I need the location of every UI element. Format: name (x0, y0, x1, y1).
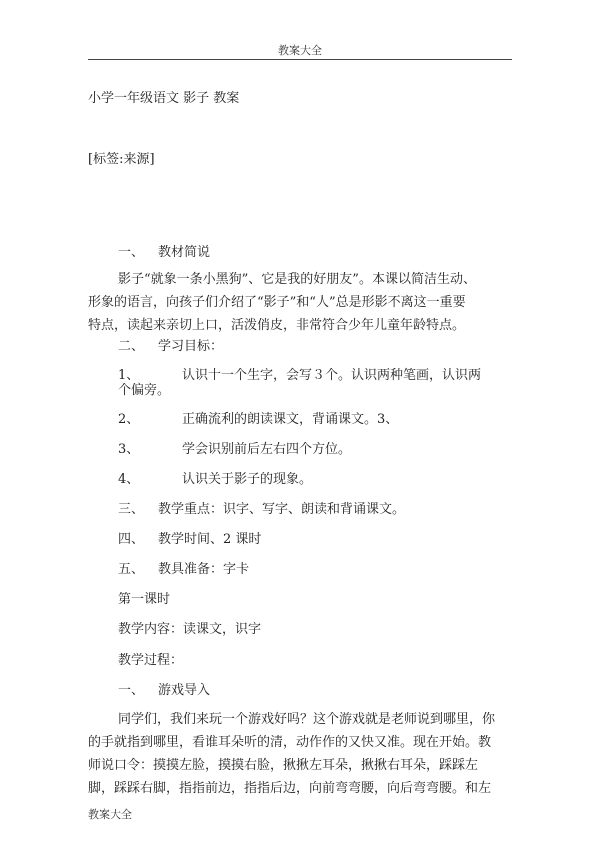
lesson-content: 教学内容：读课文，识字 (118, 622, 262, 637)
goal-4-text: 认识关于影子的现象。 (182, 472, 313, 487)
section-5-number: 五、 (118, 562, 145, 577)
section-2-number: 二、 (118, 339, 145, 354)
intro-line-3: 特点，读起来亲切上口，活泼俏皮，非常符合少年儿童年龄特点。 (88, 318, 466, 333)
goal-4-number: 4、 (118, 472, 140, 487)
lesson-label: 第一课时 (118, 592, 171, 607)
section-3-number: 三、 (118, 502, 145, 517)
section-5-title: 教具准备：字卡 (158, 562, 250, 577)
intro-line-1: 影子“就象一条小黑狗”、它是我的好朋友”。本课以简洁生动、 (118, 272, 476, 287)
doc-tag: [标签:来源] (88, 152, 155, 167)
goal-2-text: 正确流利的朗读课文，背诵课文。3、 (182, 412, 399, 427)
page-footer: 教案大全 (88, 808, 132, 821)
header-rule (88, 59, 512, 60)
goal-1-text: 认识十一个生字，会写３个。认识两种笔画，认识两 (182, 368, 482, 383)
game-section-number: 一、 (118, 683, 145, 698)
section-1-title: 教材简说 (158, 245, 211, 260)
process-label: 教学过程： (118, 653, 184, 668)
section-4-title: 教学时间、2 课时 (158, 532, 262, 547)
doc-title: 小学一年级语文 影子 教案 (88, 91, 240, 106)
goal-2-number: 2、 (118, 412, 140, 427)
goal-1-number: 1、 (118, 368, 140, 383)
section-1-number: 一、 (118, 245, 145, 260)
game-line-1: 同学们，我们来玩一个游戏好吗？这个游戏就是老师说到哪里，你 (118, 712, 496, 727)
game-line-3: 师说口令：摸摸左脸，摸摸右脸，揪揪左耳朵，揪揪右耳朵，踩踩左 (88, 758, 479, 773)
header-text: 教案大全 (278, 44, 322, 57)
section-3-title: 教学重点：识字、写字、朗读和背诵课文。 (158, 502, 406, 517)
game-line-2: 的手就指到哪里，看谁耳朵听的清，动作作的又快又准。现在开始。教 (88, 735, 492, 750)
goal-3-number: 3、 (118, 442, 140, 457)
section-2-title: 学习目标： (158, 339, 224, 354)
game-section-title: 游戏导入 (158, 683, 211, 698)
game-line-4: 脚，踩踩右脚，指指前边，指指后边，向前弯弯腰，向后弯弯腰。和左 (88, 781, 492, 796)
goal-3-text: 学会识别前后左右四个方位。 (182, 442, 352, 457)
intro-line-2: 形象的语言，向孩子们介绍了“影子”和“人”总是形影不离这一重要 (88, 295, 466, 310)
section-4-number: 四、 (118, 532, 145, 547)
goal-1-continuation: 个偏旁。 (118, 383, 171, 398)
